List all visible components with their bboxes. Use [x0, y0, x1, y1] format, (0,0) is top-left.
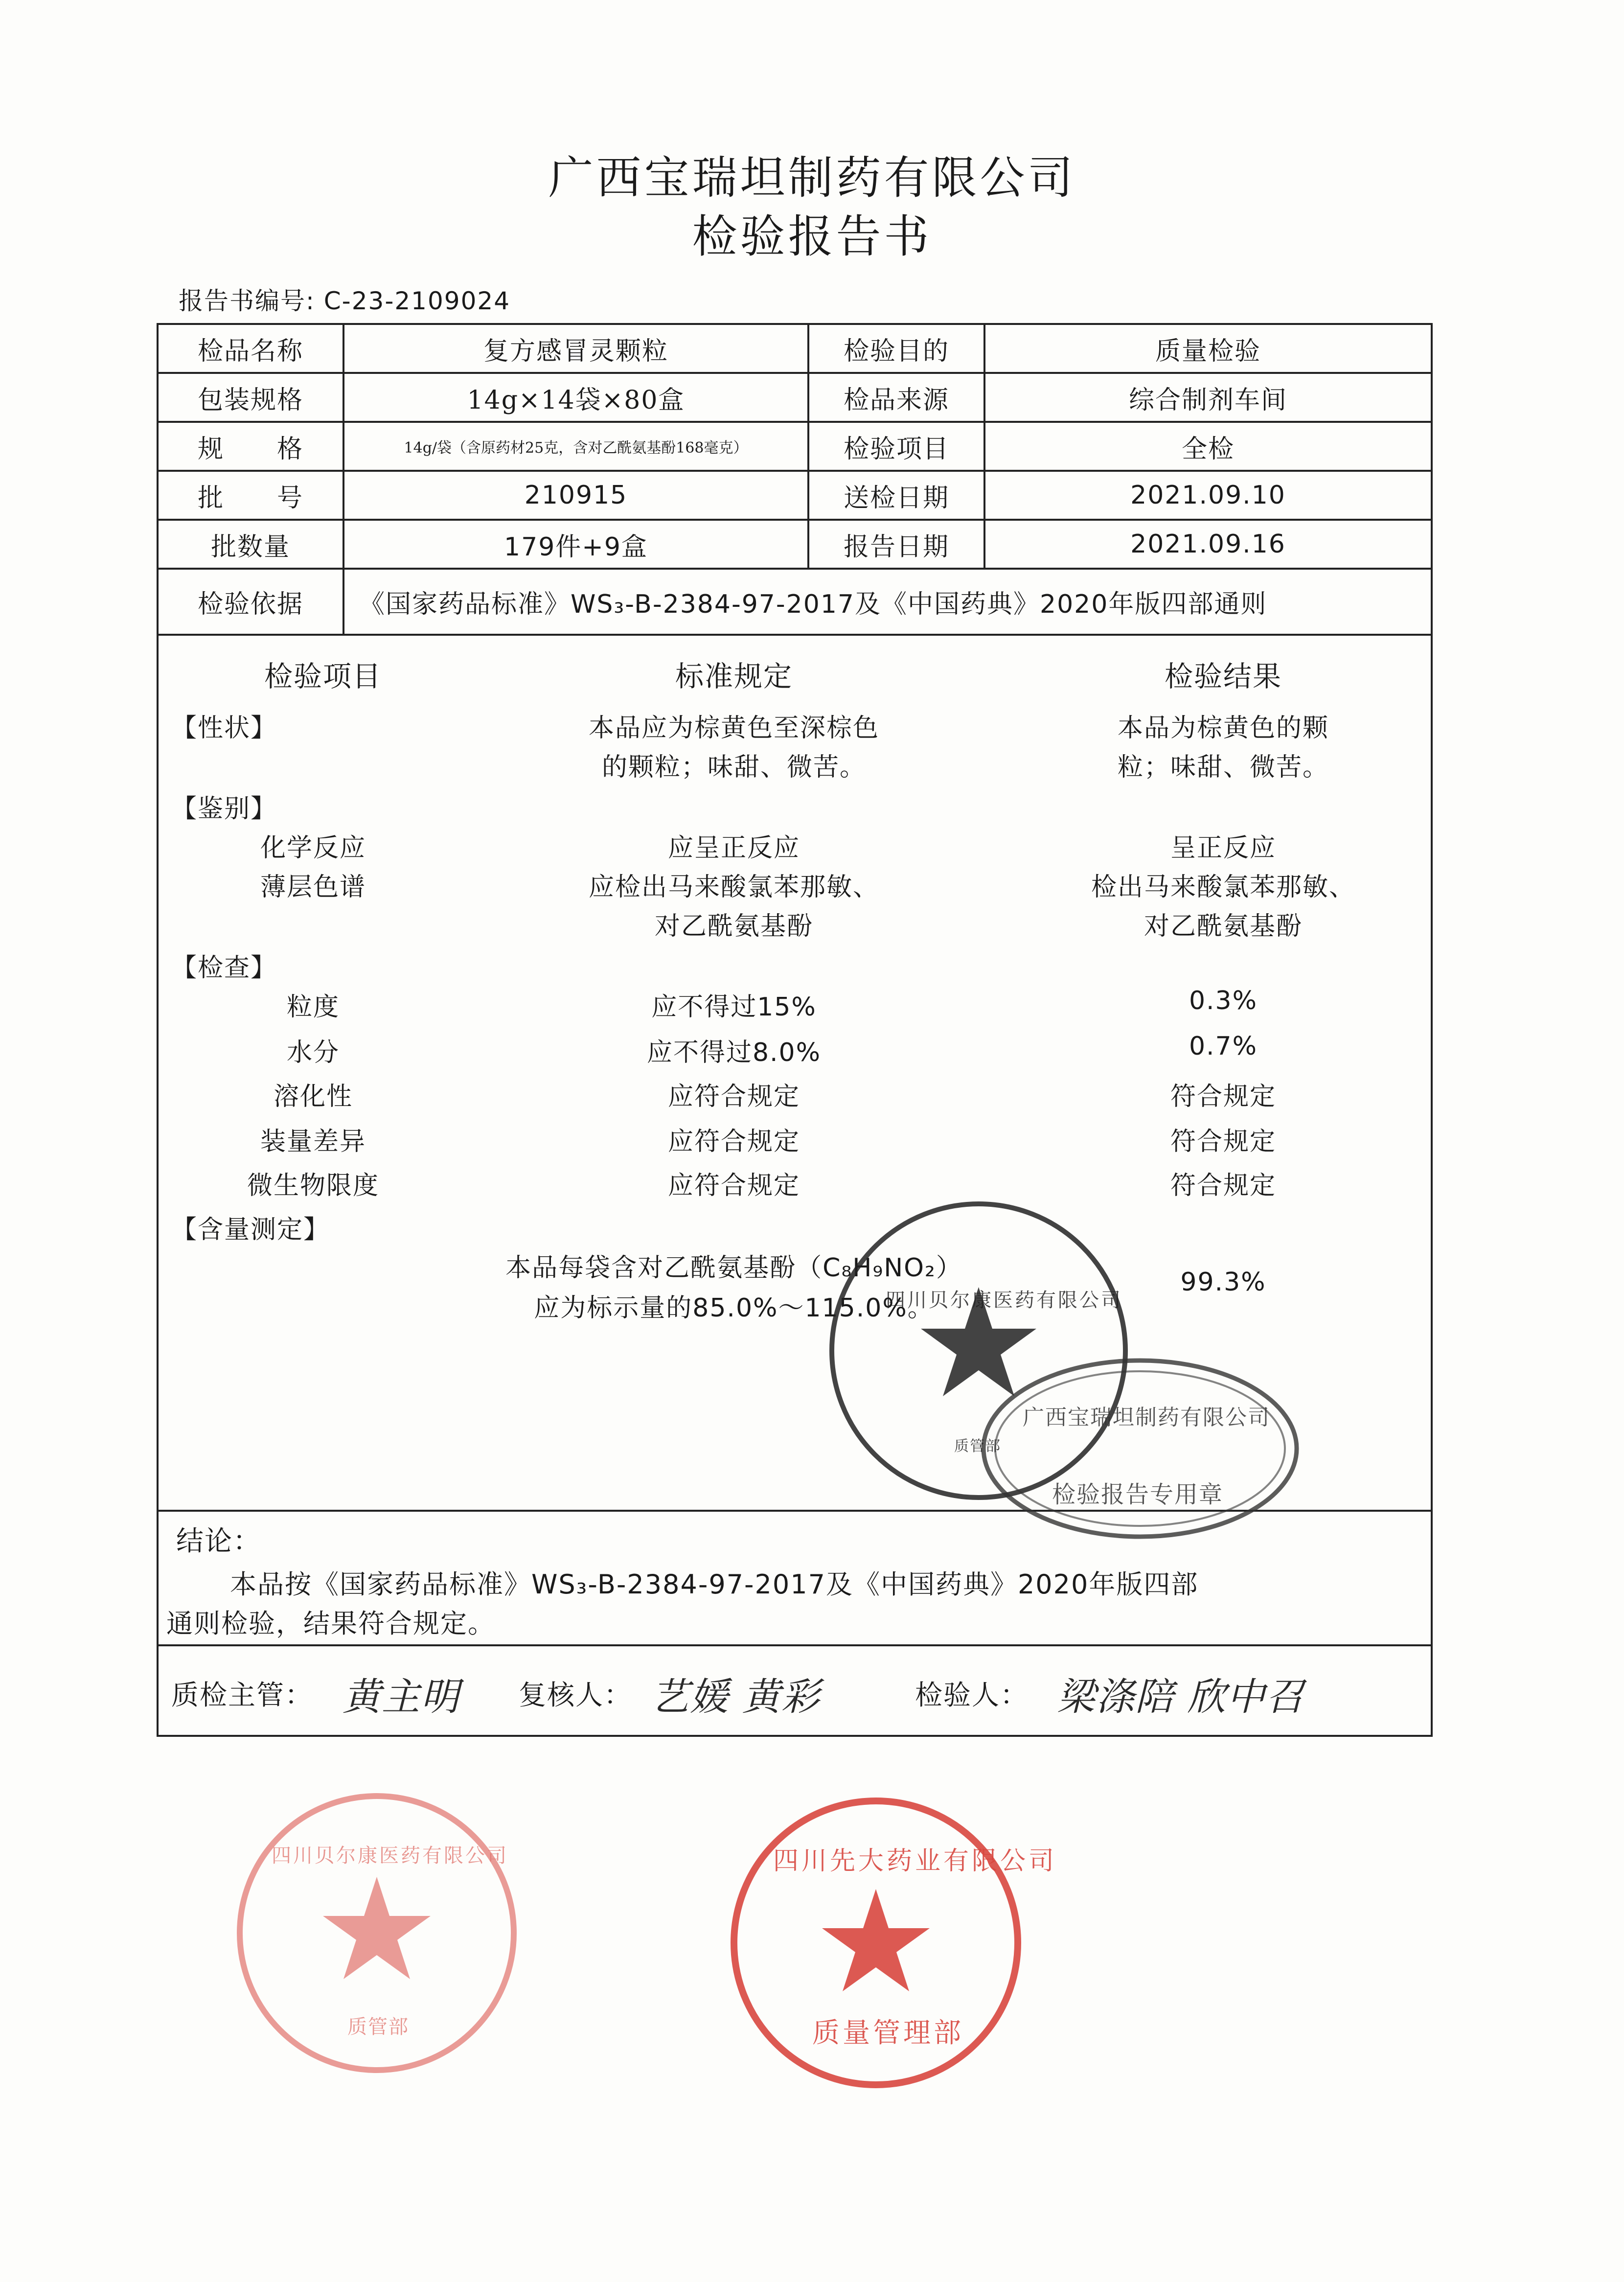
- col-result-header: 检验结果: [1164, 660, 1282, 693]
- tlc-result-1: 检出马来酸氯苯那敏、: [1091, 873, 1355, 902]
- tlc-result-2: 对乙酰氨基酚: [1144, 912, 1303, 941]
- source-label: 检品来源: [843, 385, 949, 415]
- quantity-value: 179件+9盒: [504, 532, 648, 562]
- submit-date-label: 送检日期: [843, 483, 949, 513]
- identify-heading: 【鉴别】: [171, 794, 277, 824]
- report-date-label: 报告日期: [843, 532, 949, 562]
- package-label: 包装规格: [197, 385, 303, 415]
- col-standard-header: 标准规定: [675, 660, 793, 693]
- micro-standard: 应符合规定: [667, 1171, 800, 1200]
- appearance-standard-1: 本品应为棕黄色至深棕色: [588, 714, 879, 743]
- black-round-stamp-text: 四川贝尔康医药有限公司: [886, 1289, 1122, 1312]
- black-round-stamp-sub: 质管部: [954, 1438, 1001, 1455]
- micro-item: 微生物限度: [247, 1171, 379, 1200]
- reviewer-signature: 艺媛 黄彩: [651, 1675, 821, 1719]
- red-left-stamp-sub: 质管部: [347, 2016, 409, 2038]
- appearance-standard-2: 的颗粒；味甜、微苦。: [601, 753, 866, 782]
- product-name: 复方感冒灵颗粒: [483, 336, 668, 366]
- product-name-label: 检品名称: [197, 336, 303, 366]
- oval-stamp-sub: 检验报告专用章: [1052, 1481, 1224, 1508]
- quantity-label: 批数量: [210, 532, 290, 562]
- granularity-standard: 应不得过15%: [651, 992, 817, 1022]
- oval-stamp-text: 广西宝瑞坦制药有限公司: [1023, 1405, 1270, 1430]
- fill-standard: 应符合规定: [667, 1127, 800, 1156]
- batch-value: 210915: [524, 481, 628, 510]
- inspector-signature: 梁涤陪 欣中召: [1057, 1675, 1305, 1719]
- chem-result: 呈正反应: [1170, 833, 1276, 863]
- granularity-item: 粒度: [286, 992, 340, 1022]
- assay-heading: 【含量测定】: [171, 1215, 330, 1245]
- reviewer-label: 复核人：: [519, 1680, 632, 1711]
- moisture-item: 水分: [286, 1038, 340, 1067]
- submit-date-value: 2021.09.10: [1130, 481, 1286, 510]
- moisture-standard: 应不得过8.0%: [646, 1038, 822, 1067]
- tlc-standard-2: 对乙酰氨基酚: [654, 912, 813, 941]
- red-right-stamp-text: 四川先大药业有限公司: [773, 1846, 1057, 1876]
- chem-item: 化学反应: [260, 833, 366, 863]
- report-number: 报告书编号: C-23-2109024: [179, 287, 511, 315]
- conclusion-text-1: 本品按《国家药品标准》WS₃-B-2384-97-2017及《中国药典》2020年版四部: [230, 1569, 1199, 1600]
- spec-value: 14g/袋（含原药材25克，含对乙酰氨基酚168毫克）: [404, 439, 748, 457]
- test-item-label: 检验项目: [843, 434, 949, 464]
- moisture-result: 0.7%: [1189, 1032, 1258, 1061]
- check-heading: 【检查】: [171, 953, 277, 983]
- inspector-label: 检验人：: [915, 1680, 1029, 1711]
- chem-standard: 应呈正反应: [667, 833, 800, 863]
- tlc-standard-1: 应检出马来酸氯苯那敏、: [588, 873, 879, 902]
- supervisor-label: 质检主管：: [171, 1680, 313, 1711]
- appearance-heading: 【性状】: [171, 714, 277, 743]
- solubility-standard: 应符合规定: [667, 1082, 800, 1111]
- micro-result: 符合规定: [1170, 1171, 1276, 1200]
- report-date-value: 2021.09.16: [1130, 530, 1286, 559]
- source-value: 综合制剂车间: [1128, 385, 1287, 415]
- supervisor-signature: 黄主明: [343, 1675, 460, 1719]
- fill-result: 符合规定: [1170, 1127, 1276, 1156]
- col-item-header: 检验项目: [264, 660, 382, 693]
- basis-value: 《国家药品标准》WS₃-B-2384-97-2017及《中国药典》2020年版四部通则: [359, 590, 1267, 619]
- assay-standard-1: 本品每袋含对乙酰氨基酚（C₈H₉NO₂）: [505, 1253, 962, 1283]
- conclusion-label: 结论：: [176, 1525, 261, 1557]
- purpose-label: 检验目的: [843, 336, 949, 366]
- red-left-stamp-text: 四川贝尔康医药有限公司: [272, 1844, 508, 1867]
- company-name: 广西宝瑞坦制药有限公司: [548, 152, 1076, 204]
- granularity-result: 0.3%: [1189, 986, 1258, 1015]
- red-right-stamp-sub: 质量管理部: [812, 2017, 964, 2049]
- conclusion-text-2: 通则检验，结果符合规定。: [166, 1608, 495, 1639]
- appearance-result-1: 本品为棕黄色的颗: [1117, 714, 1329, 743]
- spec-label: 规 格: [197, 434, 303, 464]
- solubility-result: 符合规定: [1170, 1082, 1276, 1111]
- solubility-item: 溶化性: [273, 1082, 353, 1111]
- fill-item: 装量差异: [260, 1127, 366, 1156]
- basis-label: 检验依据: [197, 590, 303, 619]
- assay-standard-2: 应为标示量的85.0%～115.0%。: [534, 1293, 934, 1323]
- assay-result: 99.3%: [1180, 1268, 1266, 1297]
- page-title: 检验报告书: [692, 210, 932, 263]
- purpose-value: 质量检验: [1155, 336, 1261, 366]
- test-item-value: 全检: [1181, 434, 1235, 464]
- batch-label: 批 号: [197, 483, 303, 513]
- package-value: 14g×14袋×80盒: [467, 385, 685, 415]
- tlc-item: 薄层色谱: [260, 873, 366, 902]
- oval-inspection-stamp: [974, 1351, 1306, 1546]
- appearance-result-2: 粒；味甜、微苦。: [1117, 753, 1329, 782]
